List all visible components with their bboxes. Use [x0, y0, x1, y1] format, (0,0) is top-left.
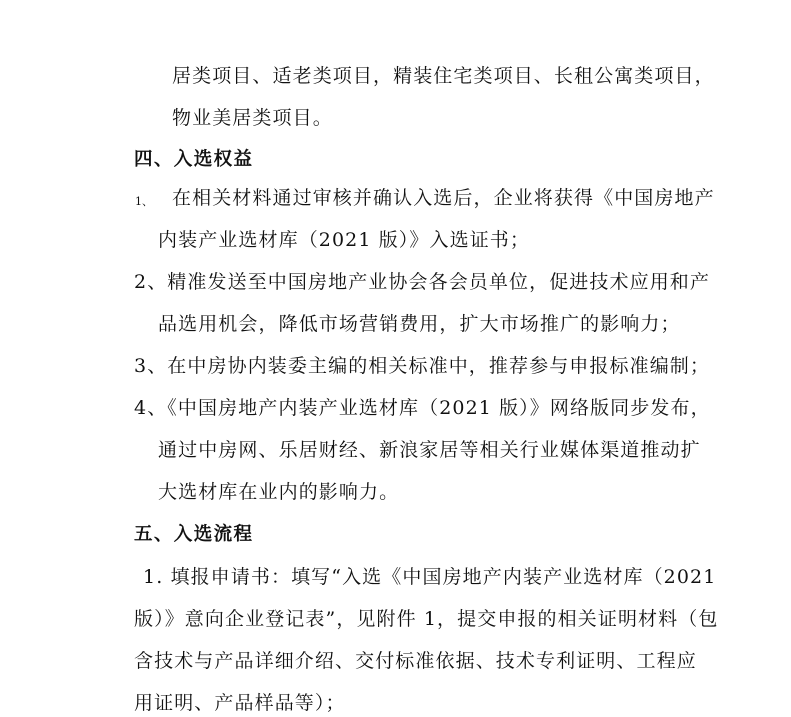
- list-item-line: 4、《中国房地产内装产业选材库（2021 版）》网络版同步发布，: [134, 397, 711, 419]
- paragraph-line: 版）》意向企业登记表”，见附件 1，提交申报的相关证明材料（包: [134, 608, 719, 630]
- list-number: 1、: [135, 195, 153, 208]
- list-item-line: 品选用机会，降低市场营销费用，扩大市场推广的影响力；: [158, 313, 681, 335]
- list-item-line: 通过中房网、乐居财经、新浪家居等相关行业媒体渠道推动扩: [158, 439, 701, 461]
- paragraph-line: 1. 填报申请书：填写“入选《中国房地产内装产业选材库（2021: [143, 566, 717, 588]
- list-item-line: 3、在中房协内装委主编的相关标准中，推荐参与申报标准编制；: [134, 355, 710, 377]
- paragraph-line: 含技术与产品详细介绍、交付标准依据、技术专利证明、工程应: [134, 650, 697, 672]
- paragraph-line: 用证明、产品样品等）；: [134, 692, 346, 714]
- list-item-line: 2、精准发送至中国房地产业协会各会员单位，促进技术应用和产: [134, 271, 710, 293]
- list-item-line: 在相关材料通过审核并确认入选后，企业将获得《中国房地产: [172, 187, 715, 209]
- paragraph-line: 居类项目、适老类项目，精装住宅类项目、长租公寓类项目，: [172, 65, 715, 87]
- list-item-line: 内装产业选材库（2021 版）》入选证书；: [158, 229, 530, 251]
- section-heading-4: 四、入选权益: [134, 149, 254, 170]
- list-item-line: 大选材库在业内的影响力。: [158, 481, 400, 503]
- section-heading-5: 五、入选流程: [134, 524, 254, 545]
- paragraph-line: 物业美居类项目。: [172, 107, 333, 129]
